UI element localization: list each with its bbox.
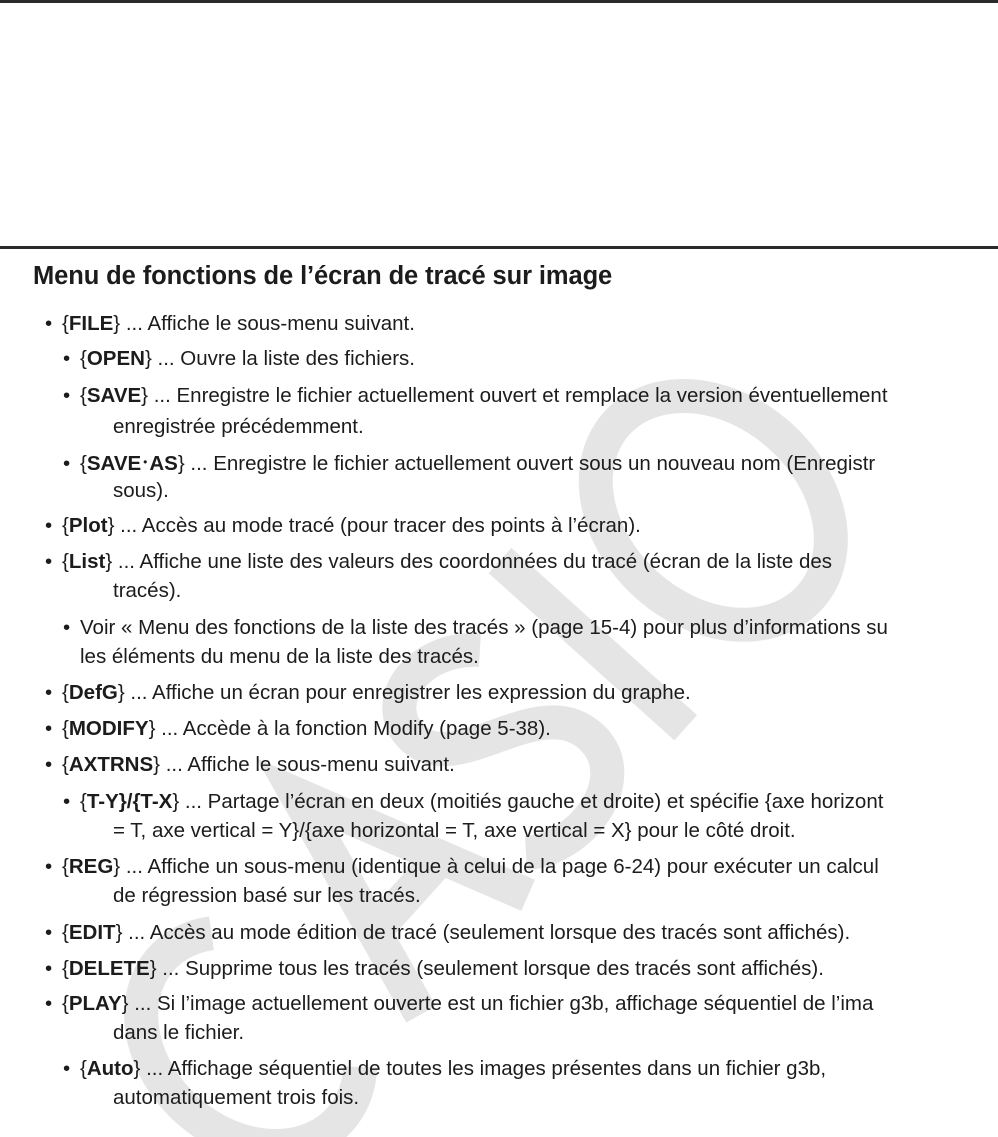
menu-item-ty-tx: • {T-Y}/{T-X} ... Partage l’écran en deux (moitiés gauche et droite) et spécifie {axe horizont bbox=[63, 790, 884, 813]
key-label: OPEN bbox=[86, 347, 145, 370]
key-label: MODIFY bbox=[68, 717, 149, 740]
menu-item-save-cont: enregistrée précédemment. bbox=[113, 415, 364, 438]
menu-item-play: • {PLAY} ... Si l’image actuellement ouverte est un fichier g3b, affichage séquentiel de l’ima bbox=[45, 992, 874, 1015]
menu-item-list-cont: tracés). bbox=[113, 579, 182, 602]
key-label: FILE bbox=[68, 312, 114, 335]
key-label: DefG bbox=[68, 681, 118, 704]
menu-item-modify: • {MODIFY} ... Accède à la fonction Modify (page 5-38). bbox=[45, 717, 551, 740]
menu-item-list: • {List} ... Affiche une liste des valeurs des coordonnées du tracé (écran de la liste des bbox=[45, 550, 832, 573]
key-label: DELETE bbox=[68, 957, 150, 980]
menu-item-play-cont: dans le fichier. bbox=[113, 1021, 245, 1044]
key-label: EDIT bbox=[68, 921, 116, 944]
menu-item-defg: • {DefG} ... Affiche un écran pour enregistrer les expression du graphe. bbox=[45, 681, 691, 704]
menu-item-ty-tx-cont: = T, axe vertical = Y}/{axe horizontal = T, axe vertical = X} pour le côté droit. bbox=[113, 819, 796, 842]
key-label: Auto bbox=[86, 1057, 134, 1080]
note-list-functions-cont: les éléments du menu de la liste des tracés. bbox=[80, 645, 479, 668]
menu-item-auto-cont: automatiquement trois fois. bbox=[113, 1086, 360, 1109]
section-heading: Menu de fonctions de l’écran de tracé sur image bbox=[33, 262, 613, 290]
menu-item-auto: • {Auto} ... Affichage séquentiel de toutes les images présentes dans un fichier g3b, bbox=[63, 1057, 827, 1080]
menu-item-open: • {OPEN} ... Ouvre la liste des fichiers. bbox=[63, 347, 416, 370]
menu-item-axtrns: • {AXTRNS} ... Affiche le sous-menu suivant. bbox=[45, 753, 455, 776]
key-label: List bbox=[68, 550, 106, 573]
menu-item-save-as-cont: sous). bbox=[113, 479, 169, 502]
menu-item-reg-cont: de régression basé sur les tracés. bbox=[113, 884, 421, 907]
menu-item-edit: • {EDIT} ... Accès au mode édition de tracé (seulement lorsque des tracés sont affichés). bbox=[45, 921, 851, 944]
key-label: PLAY bbox=[68, 992, 122, 1015]
menu-item-reg: • {REG} ... Affiche un sous-menu (identique à celui de la page 6-24) pour exécuter un calcul bbox=[45, 855, 879, 878]
key-label: Plot bbox=[68, 514, 108, 537]
menu-item-save-as: • {SAVE •AS} ... Enregistre le fichier actuellement ouvert sous un nouveau nom (Enregistr bbox=[63, 452, 876, 475]
key-label: REG bbox=[68, 855, 114, 878]
key-label: AXTRNS bbox=[68, 753, 154, 776]
menu-item-delete: • {DELETE} ... Supprime tous les tracés (seulement lorsque des tracés sont affichés). bbox=[45, 957, 824, 980]
menu-item-plot: • {Plot} ... Accès au mode tracé (pour tracer des points à l’écran). bbox=[45, 514, 641, 537]
menu-item-file: • {FILE} ... Affiche le sous-menu suivant. bbox=[45, 312, 415, 335]
key-label: SAVE bbox=[86, 384, 142, 407]
note-list-functions: • Voir « Menu des fonctions de la liste des tracés » (page 15-4) pour plus d’informations su bbox=[63, 616, 888, 639]
menu-item-save: • {SAVE} ... Enregistre le fichier actuellement ouvert et remplace la version éventuellement bbox=[63, 384, 888, 407]
